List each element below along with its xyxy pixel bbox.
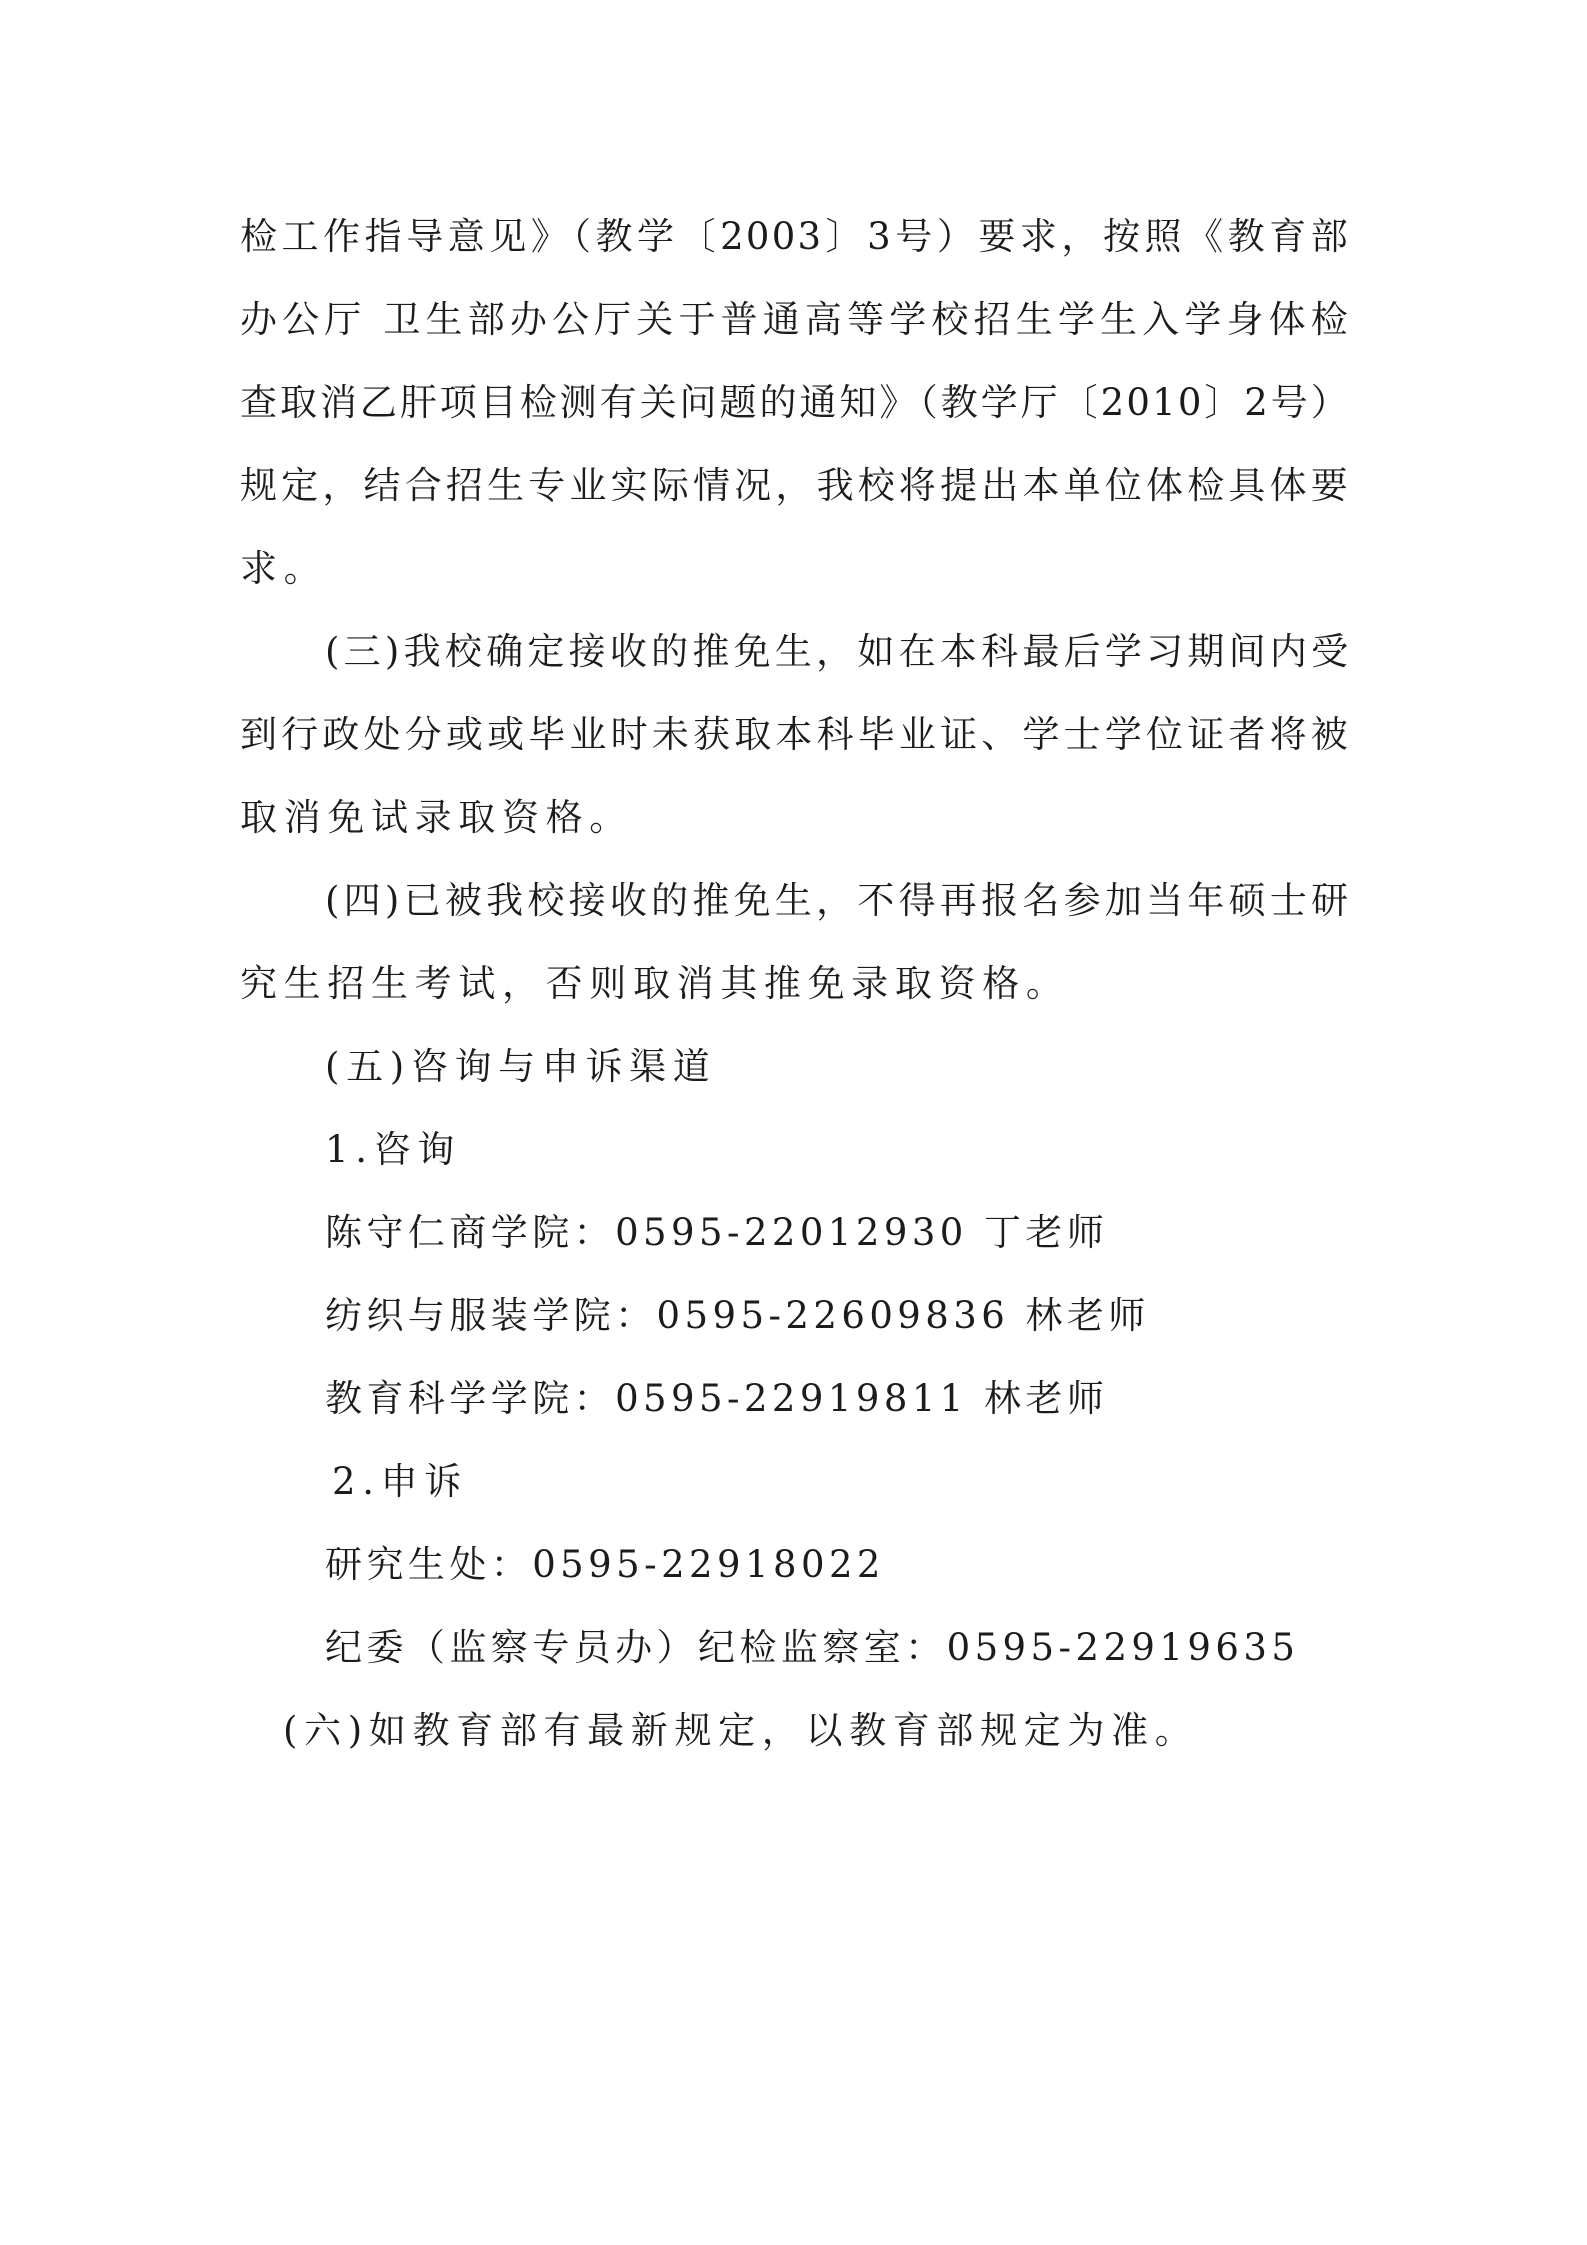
paragraph-1-line-5: 求。 [240, 547, 328, 590]
paragraph-1-line-3: 查取消乙肝项目检测有关问题的通知》（教学厅〔2010〕2号） [240, 381, 1350, 424]
section-5-heading: (五)咨询与申诉渠道 [325, 1045, 717, 1088]
paragraph-3-line-1: (三)我校确定接收的推免生，如在本科最后学习期间内受 [325, 630, 1350, 673]
paragraph-1-line-1: 检工作指导意见》（教学〔2003〕3号）要求，按照《教育部 [240, 215, 1350, 258]
consult-heading: 1.咨询 [325, 1128, 461, 1171]
consult-line-textile-school: 纺织与服装学院：0595-22609836 林老师 [325, 1294, 1150, 1337]
paragraph-3-line-3: 取消免试录取资格。 [240, 796, 633, 839]
consult-line-business-school: 陈守仁商学院：0595-22012930 丁老师 [325, 1211, 1109, 1254]
paragraph-1-line-4: 规定，结合招生专业实际情况，我校将提出本单位体检具体要 [240, 464, 1350, 507]
paragraph-3-line-2: 到行政处分或或毕业时未获取本科毕业证、学士学位证者将被 [240, 713, 1350, 756]
appeal-line-discipline-office: 纪委（监察专员办）纪检监察室：0595-22919635 [325, 1626, 1300, 1669]
paragraph-4-line-1: (四)已被我校接收的推免生，不得再报名参加当年硕士研 [325, 879, 1350, 922]
paragraph-4-line-2: 究生招生考试，否则取消其推免录取资格。 [240, 962, 1070, 1005]
paragraph-1-line-2: 办公厅 卫生部办公厅关于普通高等学校招生学生入学身体检 [240, 298, 1350, 341]
appeal-heading: 2.申诉 [332, 1460, 468, 1503]
appeal-line-graduate-office: 研究生处：0595-22918022 [325, 1543, 885, 1586]
paragraph-6-line: (六)如教育部有最新规定，以教育部规定为准。 [283, 1709, 1199, 1752]
consult-line-education-school: 教育科学学院：0595-22919811 林老师 [325, 1377, 1109, 1420]
